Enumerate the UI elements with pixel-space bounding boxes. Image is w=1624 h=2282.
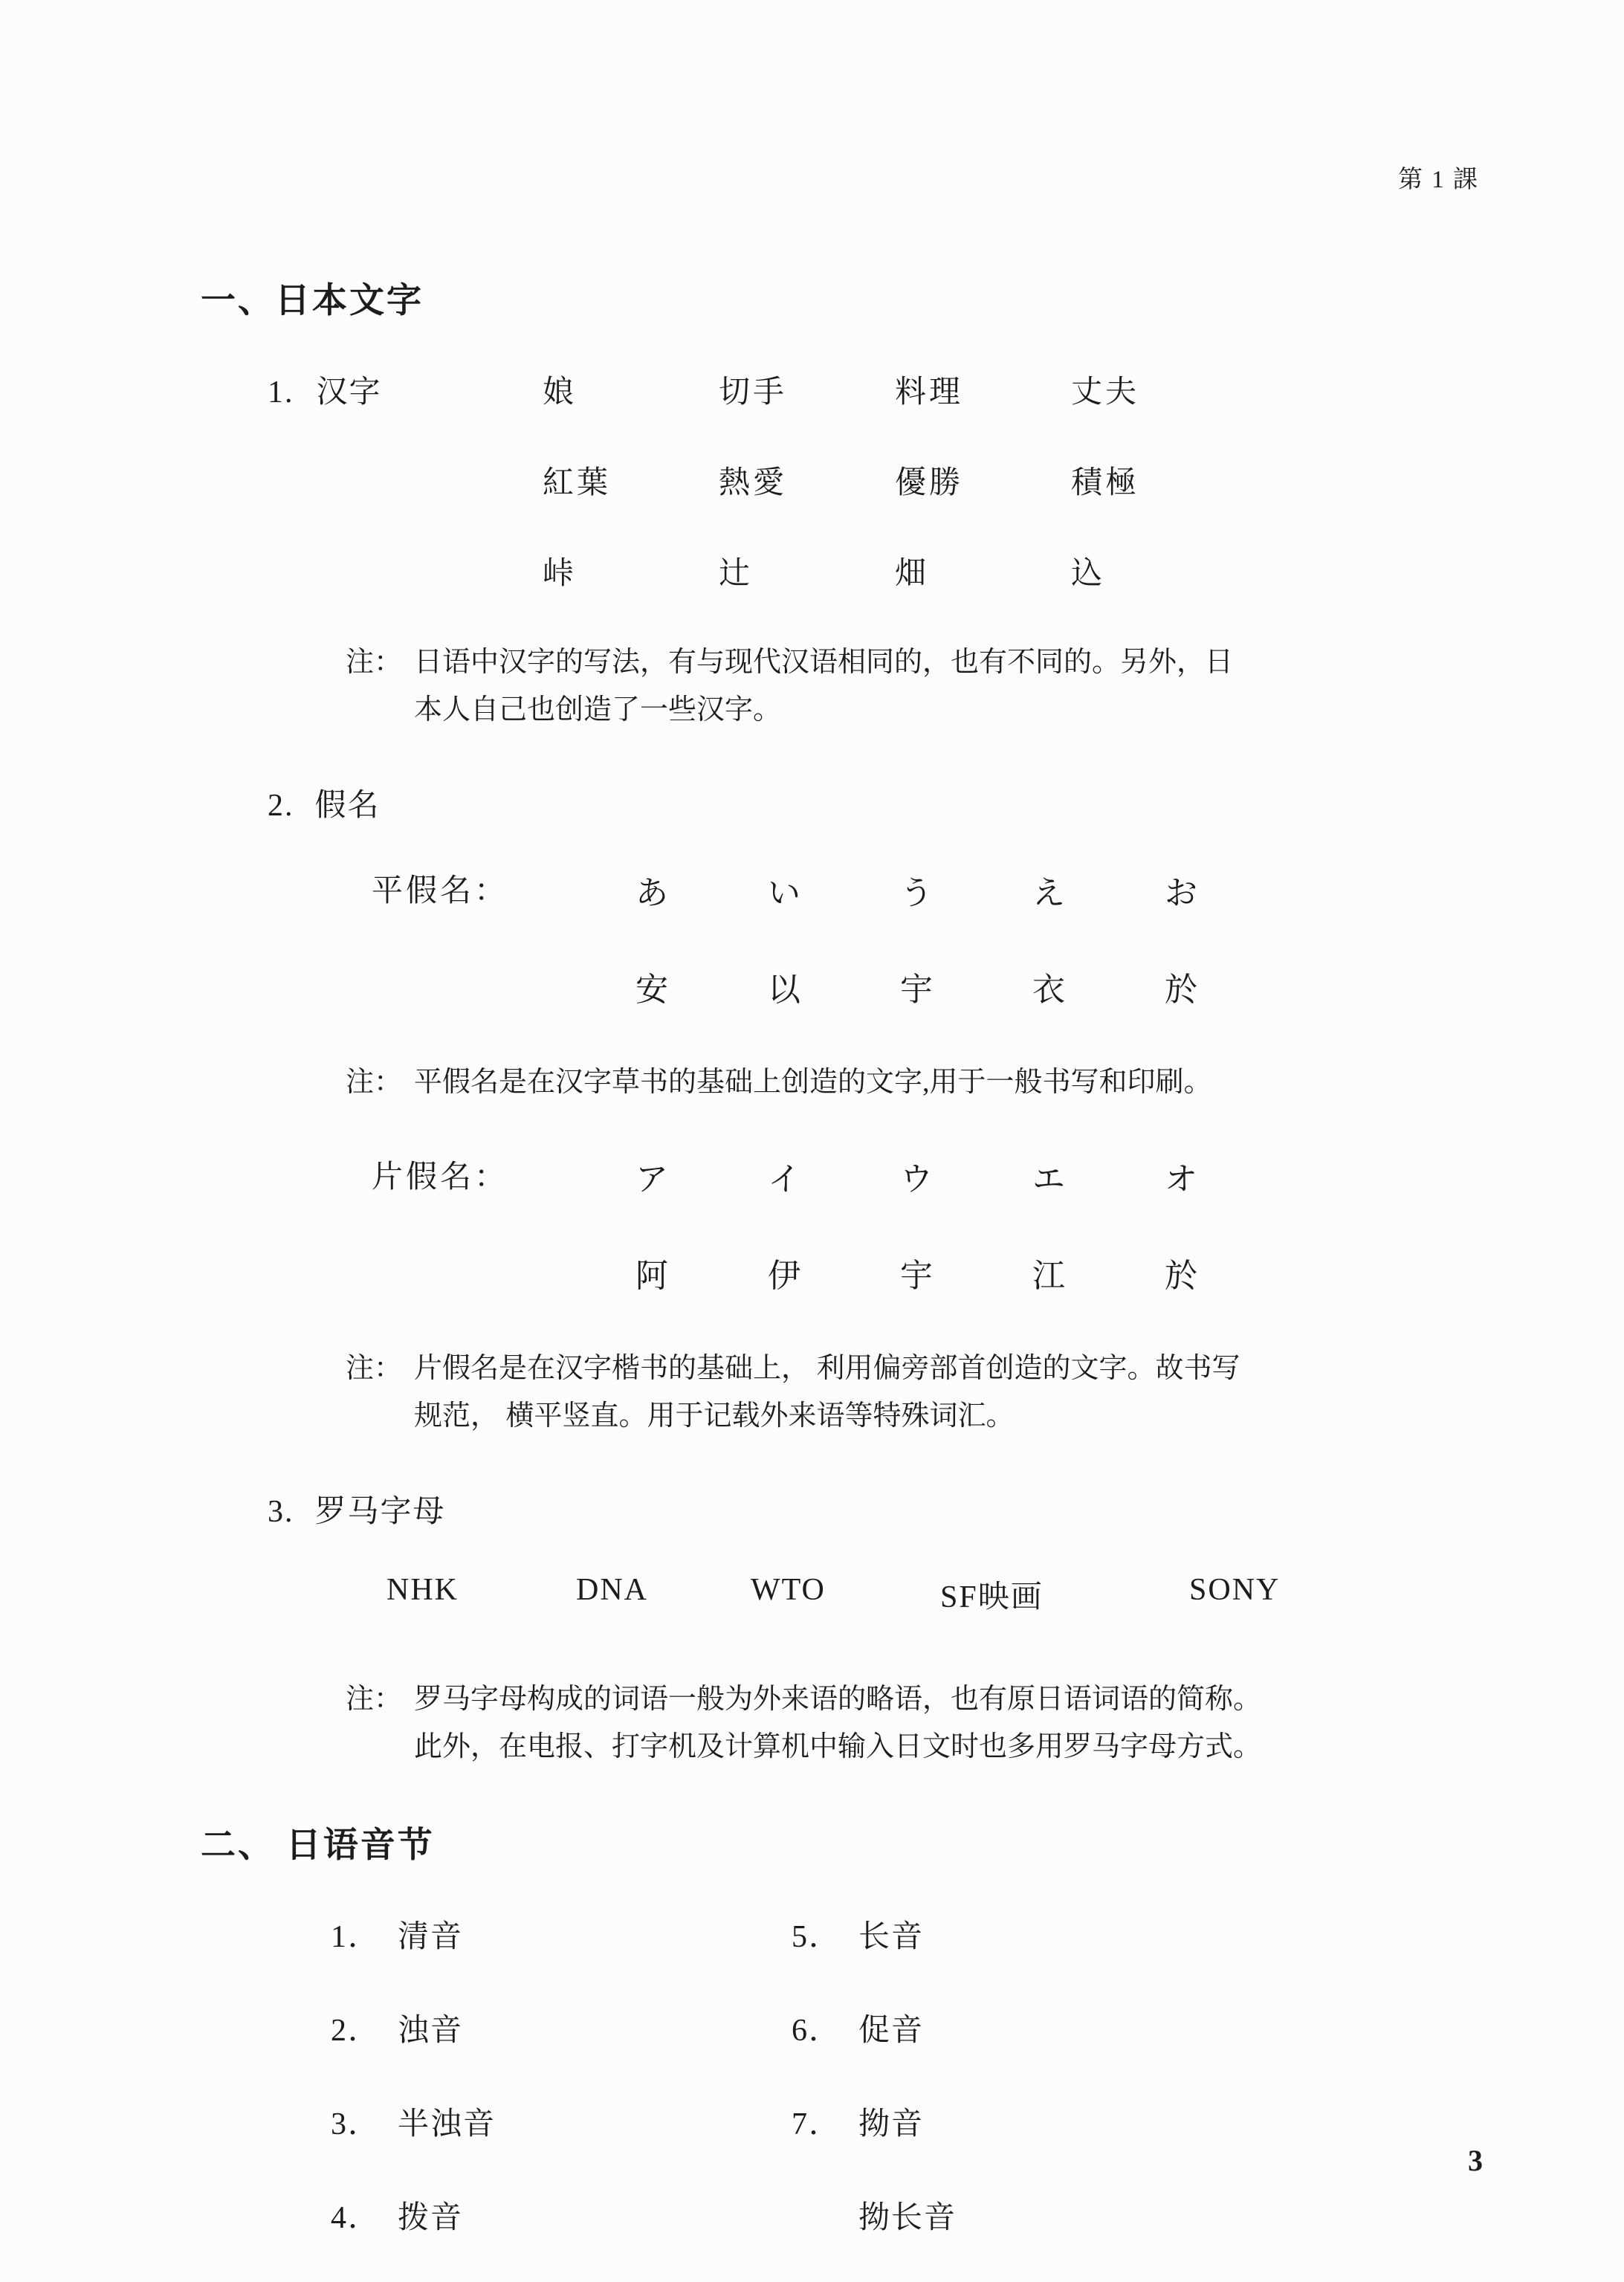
note-prefix: 注： bbox=[346, 1684, 403, 1716]
row-spacer bbox=[372, 963, 635, 1010]
hiragana-origin-kanji: 於 bbox=[1165, 971, 1197, 1008]
item-1-label bbox=[201, 367, 543, 412]
katakana-char: ウ bbox=[900, 1161, 933, 1198]
syllable-number: 1． bbox=[331, 1919, 381, 1954]
item-3-number: 3. bbox=[268, 1495, 294, 1530]
hiragana-row-2 bbox=[201, 963, 1479, 1010]
note-line: 此外，在电报、打字机及计算机中输入日文时也多用罗马字母方式。 bbox=[414, 1730, 1262, 1762]
syllable-label: 拨音 bbox=[398, 2200, 464, 2235]
romaji-word: DNA bbox=[576, 1573, 648, 1608]
note-katakana bbox=[346, 1345, 1479, 1441]
kanji-row-1 bbox=[201, 367, 1479, 412]
syllable-label: 拗音 bbox=[858, 2107, 925, 2142]
syllable-item bbox=[792, 2099, 957, 2144]
katakana-row-2 bbox=[201, 1249, 1479, 1296]
note-line: 平假名是在汉字草书的基础上创造的文字,用于一般书写和印刷。 bbox=[414, 1066, 1212, 1098]
syllable-item bbox=[792, 1912, 957, 1956]
note-prefix: 注： bbox=[346, 647, 403, 678]
katakana-row-1 bbox=[201, 1152, 1479, 1200]
hiragana-row-1 bbox=[201, 866, 1479, 914]
syllable-number: 5． bbox=[792, 1919, 842, 1954]
row-spacer bbox=[372, 1249, 635, 1296]
kanji-row-2 bbox=[201, 458, 1479, 502]
katakana-block bbox=[201, 1152, 1479, 1296]
syllable-column-right bbox=[792, 1912, 957, 2282]
note-line: 日语中汉字的写法，有与现代汉语相同的，也有不同的。另外，日 bbox=[414, 647, 1234, 678]
kanji-word: 込 bbox=[1071, 557, 1106, 591]
syllable-item bbox=[331, 1912, 792, 1956]
katakana-origin-kanji: 宇 bbox=[900, 1258, 933, 1295]
item-3-title: 罗马字母 bbox=[314, 1495, 446, 1530]
syllable-label: 浊音 bbox=[398, 2013, 464, 2048]
romaji-word: SONY bbox=[1189, 1573, 1281, 1608]
hiragana-char: え bbox=[1032, 874, 1065, 911]
hiragana-block bbox=[201, 866, 1479, 1010]
lesson-label: 第 1 課 bbox=[1398, 167, 1479, 193]
hiragana-char: う bbox=[900, 874, 933, 911]
syllable-label: 半浊音 bbox=[398, 2107, 496, 2142]
note-hiragana bbox=[346, 1059, 1479, 1107]
note-body bbox=[414, 639, 1479, 734]
kanji-word: 優勝 bbox=[895, 466, 964, 500]
hiragana-origin-kanji: 以 bbox=[768, 971, 800, 1008]
syllable-label: 促音 bbox=[858, 2013, 925, 2048]
syllable-list bbox=[331, 1912, 1479, 2282]
romaji-word: WTO bbox=[751, 1573, 826, 1608]
syllable-number: 2． bbox=[331, 2013, 381, 2048]
note-prefix: 注： bbox=[346, 1353, 403, 1385]
note-line: 罗马字母构成的词语一般为外来语的略语，也有原日语词语的简称。 bbox=[414, 1684, 1262, 1716]
hiragana-char: い bbox=[768, 874, 800, 911]
katakana-origin-kanji: 阿 bbox=[635, 1258, 668, 1295]
katakana-char: エ bbox=[1032, 1161, 1065, 1198]
katakana-origin-kanji: 於 bbox=[1165, 1258, 1197, 1295]
row-spacer bbox=[201, 549, 543, 593]
syllable-number: 4． bbox=[331, 2200, 381, 2235]
syllable-item bbox=[331, 2099, 792, 2144]
syllable-number: 3． bbox=[331, 2107, 381, 2142]
katakana-char: オ bbox=[1165, 1161, 1197, 1198]
item-2-heading bbox=[268, 780, 1479, 825]
kanji-row-3 bbox=[201, 549, 1479, 593]
note-prefix: 注： bbox=[346, 1066, 403, 1098]
syllable-label: 拗长音 bbox=[858, 2200, 957, 2235]
romaji-word: SF映画 bbox=[940, 1580, 1044, 1615]
kanji-word: 熱愛 bbox=[719, 466, 788, 500]
note-body bbox=[414, 1345, 1479, 1441]
kanji-word: 娘 bbox=[543, 375, 578, 410]
kanji-word: 辻 bbox=[719, 557, 754, 591]
note-line: 规范， 横平竖直。用于记载外来语等特殊词汇。 bbox=[414, 1400, 1015, 1432]
page-header bbox=[201, 160, 1479, 195]
hiragana-char: お bbox=[1165, 874, 1197, 911]
syllable-number: 6． bbox=[792, 2013, 842, 2048]
kanji-word: 積極 bbox=[1071, 466, 1140, 500]
syllable-label: 清音 bbox=[398, 1919, 464, 1954]
katakana-origin-kanji: 江 bbox=[1032, 1258, 1065, 1295]
note-line: 片假名是在汉字楷书的基础上， 利用偏旁部首创造的文字。故书写 bbox=[414, 1353, 1240, 1385]
section-1-title: 一、日本文字 bbox=[201, 282, 424, 320]
item-2-title: 假名 bbox=[314, 788, 381, 823]
note-kanji bbox=[346, 639, 1479, 734]
item-1-title: 汉字 bbox=[316, 375, 382, 410]
page-number: 3 bbox=[1468, 2144, 1483, 2177]
syllable-label: 长音 bbox=[858, 1919, 925, 1954]
hiragana-origin-kanji: 衣 bbox=[1032, 971, 1065, 1008]
item-3-heading bbox=[268, 1487, 1479, 1531]
note-body bbox=[414, 1059, 1479, 1107]
katakana-char: ア bbox=[635, 1161, 668, 1198]
hiragana-char: あ bbox=[635, 874, 668, 911]
kanji-examples bbox=[201, 367, 1479, 593]
romaji-examples bbox=[386, 1572, 1479, 1617]
kanji-word: 料理 bbox=[895, 375, 964, 410]
row-spacer bbox=[201, 458, 543, 502]
note-romaji bbox=[346, 1676, 1479, 1771]
hiragana-label: 平假名： bbox=[372, 873, 509, 908]
kanji-word: 丈夫 bbox=[1071, 375, 1140, 410]
syllable-number: 7． bbox=[792, 2107, 842, 2142]
kanji-word: 紅葉 bbox=[543, 466, 612, 500]
katakana-char: イ bbox=[768, 1161, 800, 1198]
kanji-word: 畑 bbox=[895, 557, 930, 591]
item-1-number: 1. bbox=[268, 375, 294, 410]
kanji-word: 切手 bbox=[719, 375, 788, 410]
syllable-item bbox=[792, 2193, 957, 2237]
syllable-column-left bbox=[331, 1912, 792, 2282]
syllable-item bbox=[331, 2005, 792, 2050]
kanji-word: 峠 bbox=[543, 557, 578, 591]
note-body bbox=[414, 1676, 1479, 1771]
section-2-title: 二、 日语音节 bbox=[201, 1826, 435, 1865]
romaji-word: NHK bbox=[386, 1573, 459, 1608]
syllable-item bbox=[792, 2005, 957, 2050]
note-line: 本人自己也创造了一些汉字。 bbox=[414, 694, 782, 725]
syllable-item bbox=[331, 2193, 792, 2237]
item-2-number: 2. bbox=[268, 788, 294, 823]
katakana-origin-kanji: 伊 bbox=[768, 1258, 800, 1295]
hiragana-origin-kanji: 安 bbox=[635, 971, 668, 1008]
katakana-label: 片假名： bbox=[372, 1160, 509, 1195]
hiragana-origin-kanji: 宇 bbox=[900, 971, 933, 1008]
